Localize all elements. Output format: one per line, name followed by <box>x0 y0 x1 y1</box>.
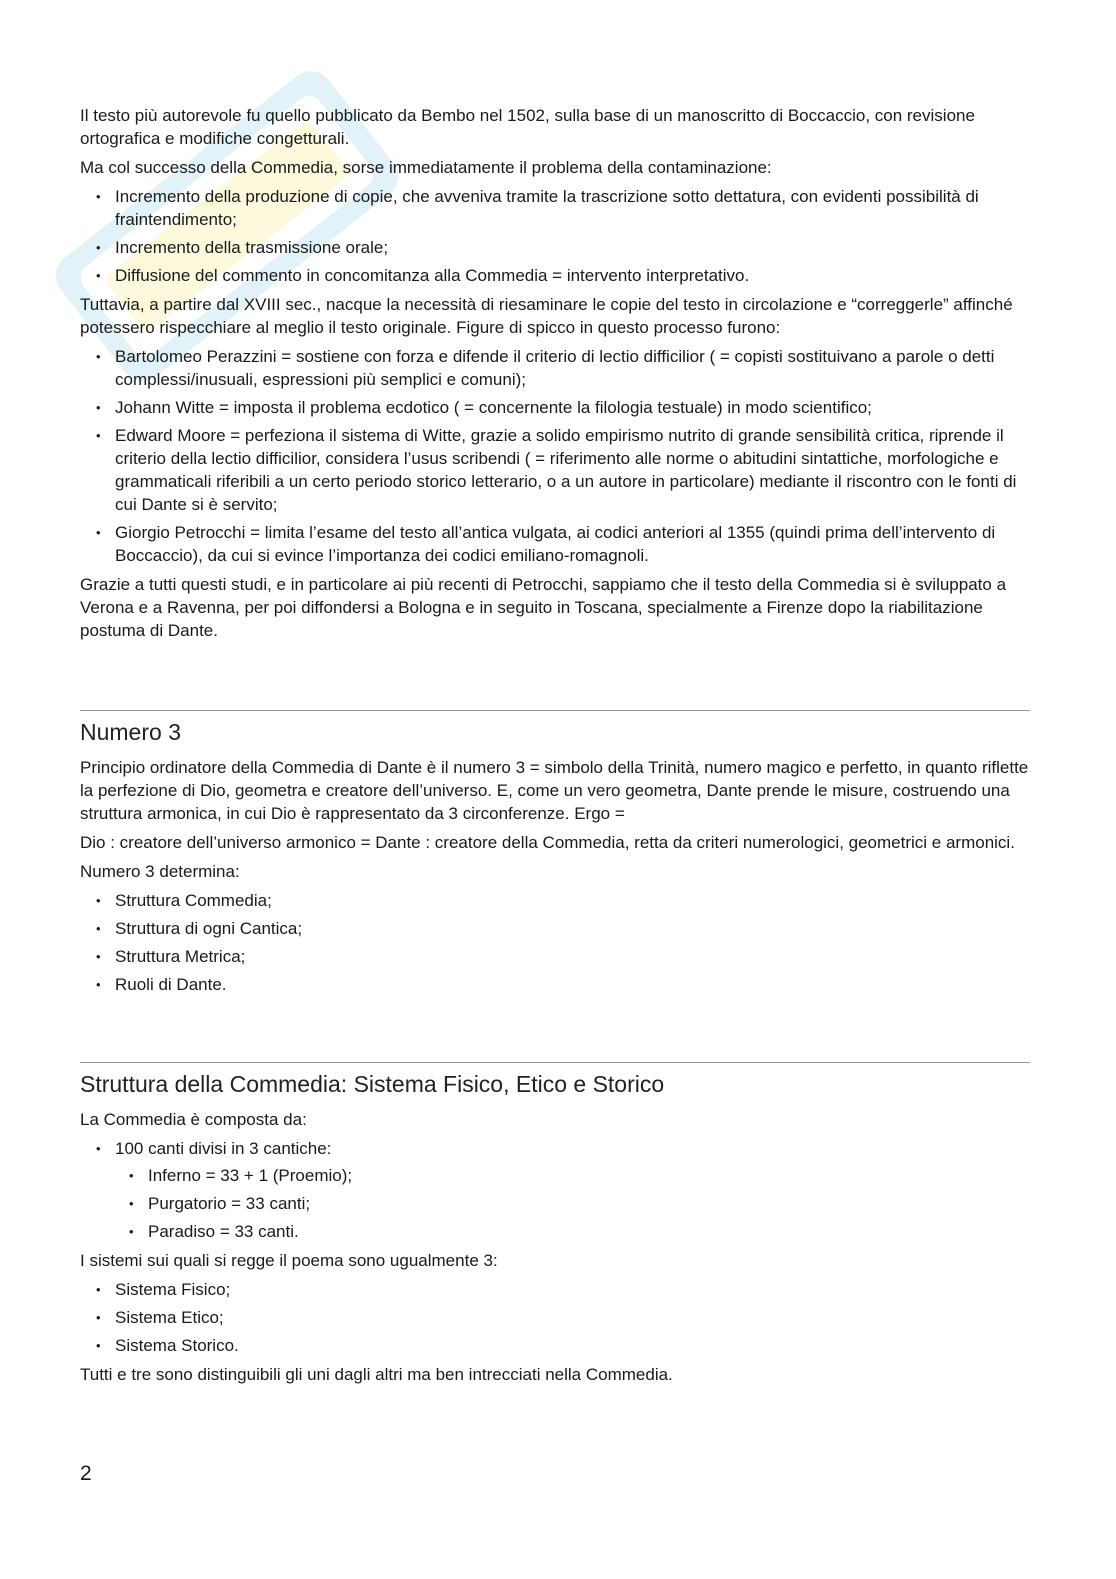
struttura-paragraph-3: Tutti e tre sono distinguibili gli uni dagli altri ma ben intrecciati nella Commedia. <box>80 1365 673 1384</box>
list-item: • Sistema Storico. <box>80 1334 1030 1357</box>
list-item-text: 100 canti divisi in 3 cantiche: <box>115 1139 332 1158</box>
contamination-list <box>80 185 1030 287</box>
section-divider <box>80 710 1030 711</box>
page-number: 2 <box>80 1462 92 1485</box>
list-item: • Struttura di ogni Cantica; <box>80 917 1030 940</box>
list-item: • Bartolomeo Perazzini = sostiene con forza e difende il criterio di lectio difficilior ( = copisti sostituivano a parole o detti complessi/inusuali, espressioni più semplici e comuni); <box>80 345 1030 391</box>
intro-paragraph-1: Il testo più autorevole fu quello pubblicato da Bembo nel 1502, sulla base di un manoscritto di Boccaccio, con revisione ortografica e modifiche congetturali. <box>80 106 975 148</box>
document-page <box>80 104 1030 1392</box>
list-item: • Johann Witte = imposta il problema ecdotico ( = concernente la filologia testuale) in modo scientifico; <box>80 396 1030 419</box>
list-item: • Struttura Commedia; <box>80 889 1030 912</box>
intro-paragraph-2: Ma col successo della Commedia, sorse immediatamente il problema della contaminazione: <box>80 158 772 177</box>
intro-paragraph-3: Tuttavia, a partire dal XVIII sec., nacque la necessità di riesaminare le copie del testo in circolazione e “correggerle” affinché potessero rispecchiare al meglio il testo originale. Figure di spicco in questo processo furono: <box>80 295 1013 337</box>
struttura-paragraph-2: I sistemi sui quali si regge il poema sono ugualmente 3: <box>80 1251 498 1270</box>
list-item: • Paradiso = 33 canti. <box>115 1220 1030 1243</box>
list-item: • Edward Moore = perfeziona il sistema di Witte, grazie a solido empirismo nutrito di grande sensibilità critica, riprende il criterio della lectio difficilior, considera l’usus scribendi ( = riferimento alle norme o abitudini sintattiche, morfologiche e grammaticali riferibili a un certo periodo storico letterario, o a un autore in particolare) mediante il riscontro con le fonti di cui Dante si è servito; <box>80 424 1030 516</box>
figures-list <box>80 345 1030 567</box>
struttura-list <box>80 1137 1030 1243</box>
numero3-paragraph-3: Numero 3 determina: <box>80 862 240 881</box>
section-title-struttura: Struttura della Commedia: Sistema Fisico, Etico e Storico <box>80 1071 665 1097</box>
list-item: • Sistema Etico; <box>80 1306 1030 1329</box>
list-item: • Purgatorio = 33 canti; <box>115 1192 1030 1215</box>
intro-paragraph-4: Grazie a tutti questi studi, e in particolare ai più recenti di Petrocchi, sappiamo che il testo della Commedia si è sviluppato a Verona e a Ravenna, per poi diffondersi a Bologna e in seguito in Toscana, specialmente a Firenze dopo la riabilitazione postuma di Dante. <box>80 575 1007 640</box>
list-item: • Diffusione del commento in concomitanza alla Commedia = intervento interpretativo. <box>80 264 1030 287</box>
list-item: • Sistema Fisico; <box>80 1278 1030 1301</box>
section-title-numero-3: Numero 3 <box>80 719 181 745</box>
list-item: • Incremento della trasmissione orale; <box>80 236 1030 259</box>
list-item <box>80 1137 1030 1243</box>
list-item: • Giorgio Petrocchi = limita l’esame del testo all’antica vulgata, ai codici anteriori al 1355 (quindi prima dell’intervento di Boccaccio), da cui si evince l’importanza dei codici emiliano-romagnoli. <box>80 521 1030 567</box>
numero3-list <box>80 889 1030 996</box>
section-divider <box>80 1062 1030 1063</box>
sistemi-list <box>80 1278 1030 1357</box>
struttura-paragraph-1: La Commedia è composta da: <box>80 1110 307 1129</box>
numero3-paragraph-2: Dio : creatore dell’universo armonico = Dante : creatore della Commedia, retta da criteri numerologici, geometrici e armonici. <box>80 833 1015 852</box>
list-item: • Struttura Metrica; <box>80 945 1030 968</box>
cantiche-list <box>115 1164 1030 1243</box>
list-item: • Ruoli di Dante. <box>80 973 1030 996</box>
numero3-paragraph-1: Principio ordinatore della Commedia di Dante è il numero 3 = simbolo della Trinità, numero magico e perfetto, in quanto riflette la perfezione di Dio, geometra e creatore dell’universo. E, come un vero geometra, Dante prende le misure, costruendo una struttura armonica, in cui Dio è rappresentato da 3 circonferenze. Ergo = <box>80 758 1029 823</box>
list-item: • Incremento della produzione di copie, che avveniva tramite la trascrizione sotto dettatura, con evidenti possibilità di fraintendimento; <box>80 185 1030 231</box>
list-item: • Inferno = 33 + 1 (Proemio); <box>115 1164 1030 1187</box>
